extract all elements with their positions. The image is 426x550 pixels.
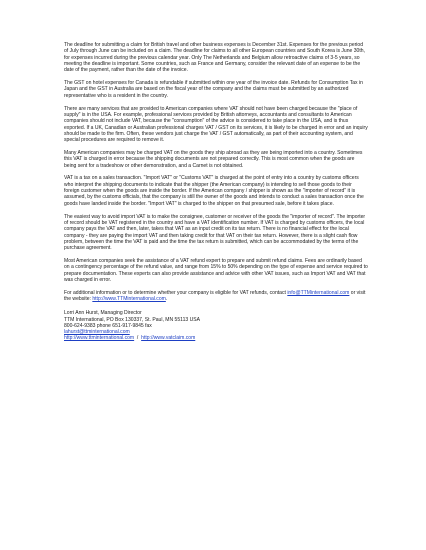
signature-name: Lorri Ann Hurst, Managing Director <box>64 310 142 317</box>
paragraph-place-of-supply: There are many services that are provided to American companies where VAT should not have been charged because the "place of supply" is in the USA. For example, professional services provided by British attorneys, accountants and consultants to American companies should not include VAT, because the "consumption" of the advice is considered to take place in the USA, and is thus exported. If a UK, Canadian or Australian professional charges VAT / GST on its services, it is likely to be charged in error and an inquiry should be made to the firm. Often, these vendors just charge the VAT / GST automatically, as part of their accounting system, and special procedures are required to remove it. <box>64 105 368 144</box>
contact-email-link[interactable]: info@TTMinternational.com <box>287 289 350 296</box>
signature-vatclaim-link[interactable]: http://www.vatclaim.com <box>141 335 196 342</box>
signature-link-separator: / <box>134 335 142 342</box>
paragraph-refund-experts: Most American companies seek the assistance of a VAT refund expert to prepare and submit refund claims. Fees are ordinarily based on a contingency percentage of the refund value, and range from 15% to 50% depending on the type of expense and service required to prepare documentation. These experts can also provide assistance and advice with other VAT issues, such as Import VAT and VAT that was charged in error. <box>64 257 368 283</box>
paragraph-importer-of-record: The easiest way to avoid import VAT is to make the consignee, customer or receiver of the goods the "importer of record". The importer of record should be VAT registered in the country and have a VAT identification number. If VAT is charged by customs officers, the local company pays the VAT and then, later, takes that VAT as an input credit on its tax return. There is no financial effect for the local company - they are paying the import VAT and then taking credit for that VAT on their tax return. However, there is a slight cash flow problem, between the time the VAT is paid and the time the tax return is submitted, which can be accommodated by the terms of the purchase agreement. <box>64 213 366 252</box>
paragraph-import-shipping: Many American companies may be charged VAT on the goods they ship abroad as they are being imported into a country. Sometimes this VAT is charged in error because the shipping documents are not prepared correctly. This is most common when the goods are being sent for a tradeshow or other demonstration, and a Carnet is not obtained. <box>64 149 363 169</box>
contact-mid: or visit the website: <box>64 289 366 303</box>
paragraph-import-vat-definition: VAT is a tax on a sales transaction. "Import VAT" or "Customs VAT" is charged at the point of entry into a country by customs officers who interpret the shipping documents to indicate that the shipper (the American company) is intending to sell those goods to their foreign customer when the goods are inside the border. If the American company / shipper is shown as the "importer of record" it is assumed, by the customs officials, that the company is still the owner of the goods and intends to conduct a sales transaction once the goods have landed inside the border. "Import VAT" is charged to the shipper on that presumed sale, before it takes place. <box>64 175 364 207</box>
paragraph-contact <box>64 290 368 303</box>
signature-email-link[interactable]: lahurst@ttminternational.com <box>64 329 130 336</box>
contact-intro: For additional information or to determine whether your company is eligible for VAT refunds, contact <box>64 289 286 296</box>
signature-address: TTM International, PO Box 130337, St. Paul, MN 55113 USA <box>64 316 200 323</box>
contact-website-link[interactable]: http://www.TTMinternational.com <box>92 296 166 303</box>
signature-phones: 800-624-9383 phone 651-917-9845 fax <box>64 322 152 329</box>
paragraph-gst-canada-japan: The GST on hotel expenses for Canada is refundable if submitted within one year of the invoice date. Refunds for Consumption Tax in Japan and the GST in Australia are based on the fiscal year of the company and the claims must be submitted by an authorized representative who is a resident in the country. <box>64 80 363 99</box>
paragraph-deadlines: The deadline for submitting a claim for British travel and other business expenses is December 31st. Expenses for the previous period of July through June can be included on a claim. The deadline for claims to all other European countries and South Korea is June 30th, for expenses incurred during the previous calendar year. Only The Netherlands and Belgium allow retroactive claims of 3-5 years, so meeting the deadline is important. Some countries, such as France and Germany, consider the relevant date of an expense to be the date of the payment, rather than the date of the invoice. <box>64 42 365 74</box>
signature-block <box>64 310 368 341</box>
contact-end: . <box>165 296 168 303</box>
signature-ttm-link[interactable]: http://www.ttminternational.com <box>64 335 135 342</box>
